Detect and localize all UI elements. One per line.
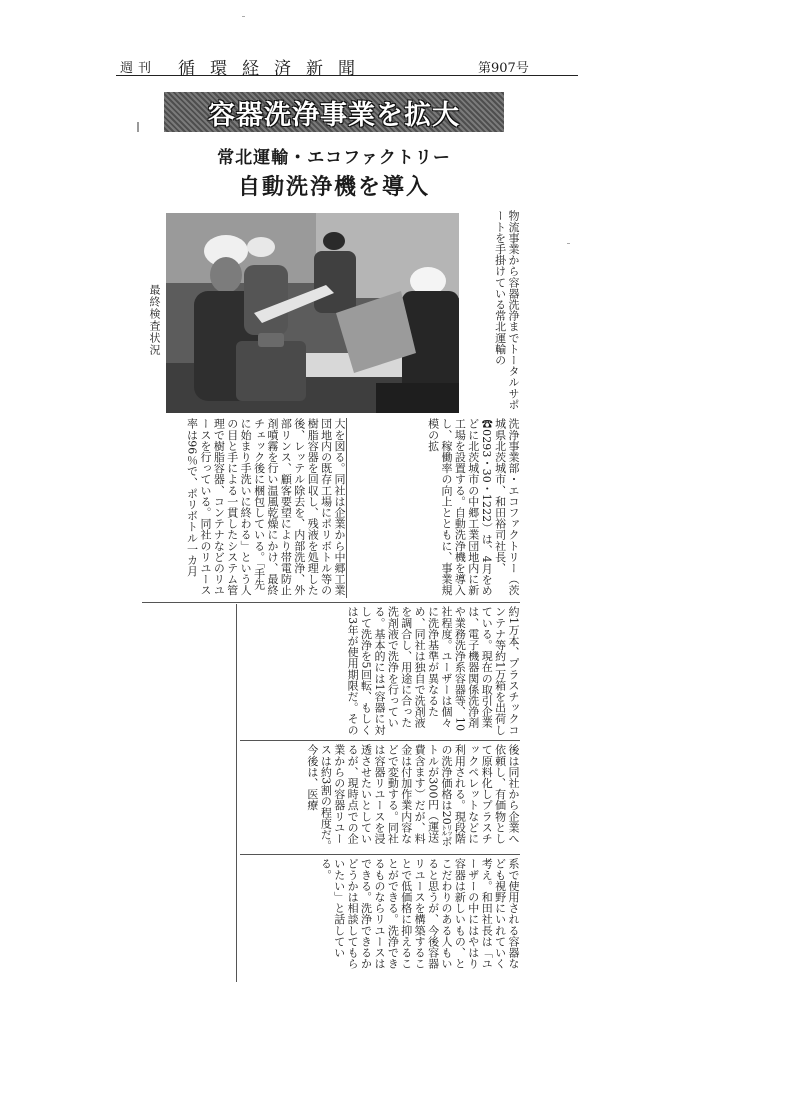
- article-body-column-3: 大を図る。同社は企業から中郷工業団地内の既存工場にポリボトル等の樹脂容器を回収し、残液を処理した後、レッテル除去を、内部洗浄、外部リンス、顧客要望により帯電防止剤噴霧を行い温風乾燥にかけ、最終チェック後に梱包している。「手先に始まり手洗いに終わる」という人の目と手による一貫したシステム管理で樹脂容器、コンテナなどのリユースを行っている。同社のリユース率は96％で、ポリボトル一カ月: [185, 418, 346, 596]
- tier-rule-2: [240, 740, 520, 741]
- issue-number: 第907号: [478, 61, 529, 76]
- article-title: 自動洗浄機を導入: [237, 174, 430, 200]
- masthead-weekly-label: 週刊: [120, 61, 157, 76]
- article-body-column-5: 後は同社から企業へ依頼し、有価物として原料化しプラスチックペレットなどに利用される。現段階の洗浄価格は20㍑ボトルが300円（運送費含ます）だが、料金は付加作業内容などで変動する。同社は容器リユースを浸透させたいとしているが、現時点での企業からの容器リユースは約3割の程度だ。今後は、医療: [305, 744, 520, 851]
- scan-speck: [567, 243, 570, 244]
- article-body-column-6: 系で使用される容器なども視野にいれていく考え。和田社長は「ユーザーの中にはやはり容器は新しいもの、とこだわりのある人もいると思うが、今後容器リユースを構築することで低価格に抑えることができる。洗浄できるものならリユースはできる。洗浄できるかどうかは相談してもらいたい」と話している。: [319, 858, 520, 969]
- scan-speck: [242, 16, 245, 17]
- article-body-column-2: 洗浄事業部・エコファクトリー（茨城県北茨城市、和田裕司社長、☎0293・30・1222）は、4月をめどに北茨城市の中郷工業団地内に新工場を設置する。自動洗浄機を導入し、稼働率の向上とともに、事業規模の拡: [426, 418, 520, 596]
- headline-banner: [164, 92, 504, 132]
- photo-workers-image: [166, 213, 459, 413]
- masthead-rule: [116, 75, 578, 76]
- newspaper-title: 循環経済新聞: [178, 59, 370, 79]
- article-photo: [166, 213, 459, 413]
- tier-rule-3: [240, 854, 520, 855]
- margin-mark: [137, 122, 139, 132]
- column-divider: [346, 418, 347, 598]
- photo-caption: 最終検査状況: [148, 284, 161, 356]
- masthead: [116, 52, 578, 78]
- headline: 容器洗浄事業を拡大: [208, 99, 460, 131]
- company-subheadline: 常北運輸・エコファクトリー: [217, 148, 451, 168]
- tier-rule-1: [142, 602, 520, 603]
- article-body-column-4: 約1万本、プラスチックコンテナ等約1万箱を出荷している。現在の取引企業は、電子機器関係洗浄剤や業務洗浄系容器等、10社程度。ユーザーは個々に洗浄基準が異なるため、同社は独自で洗剤液を調合し、用途に合った洗剤液で洗浄を行っている。基本的には1容器に対して洗浄を5回転、もしくは3年が使用期限だ。その: [346, 606, 520, 736]
- article-body-column-1: 物流事業から容器洗浄までトータルサポートを手掛けている常北運輸の: [493, 210, 520, 410]
- article-left-border: [236, 604, 237, 982]
